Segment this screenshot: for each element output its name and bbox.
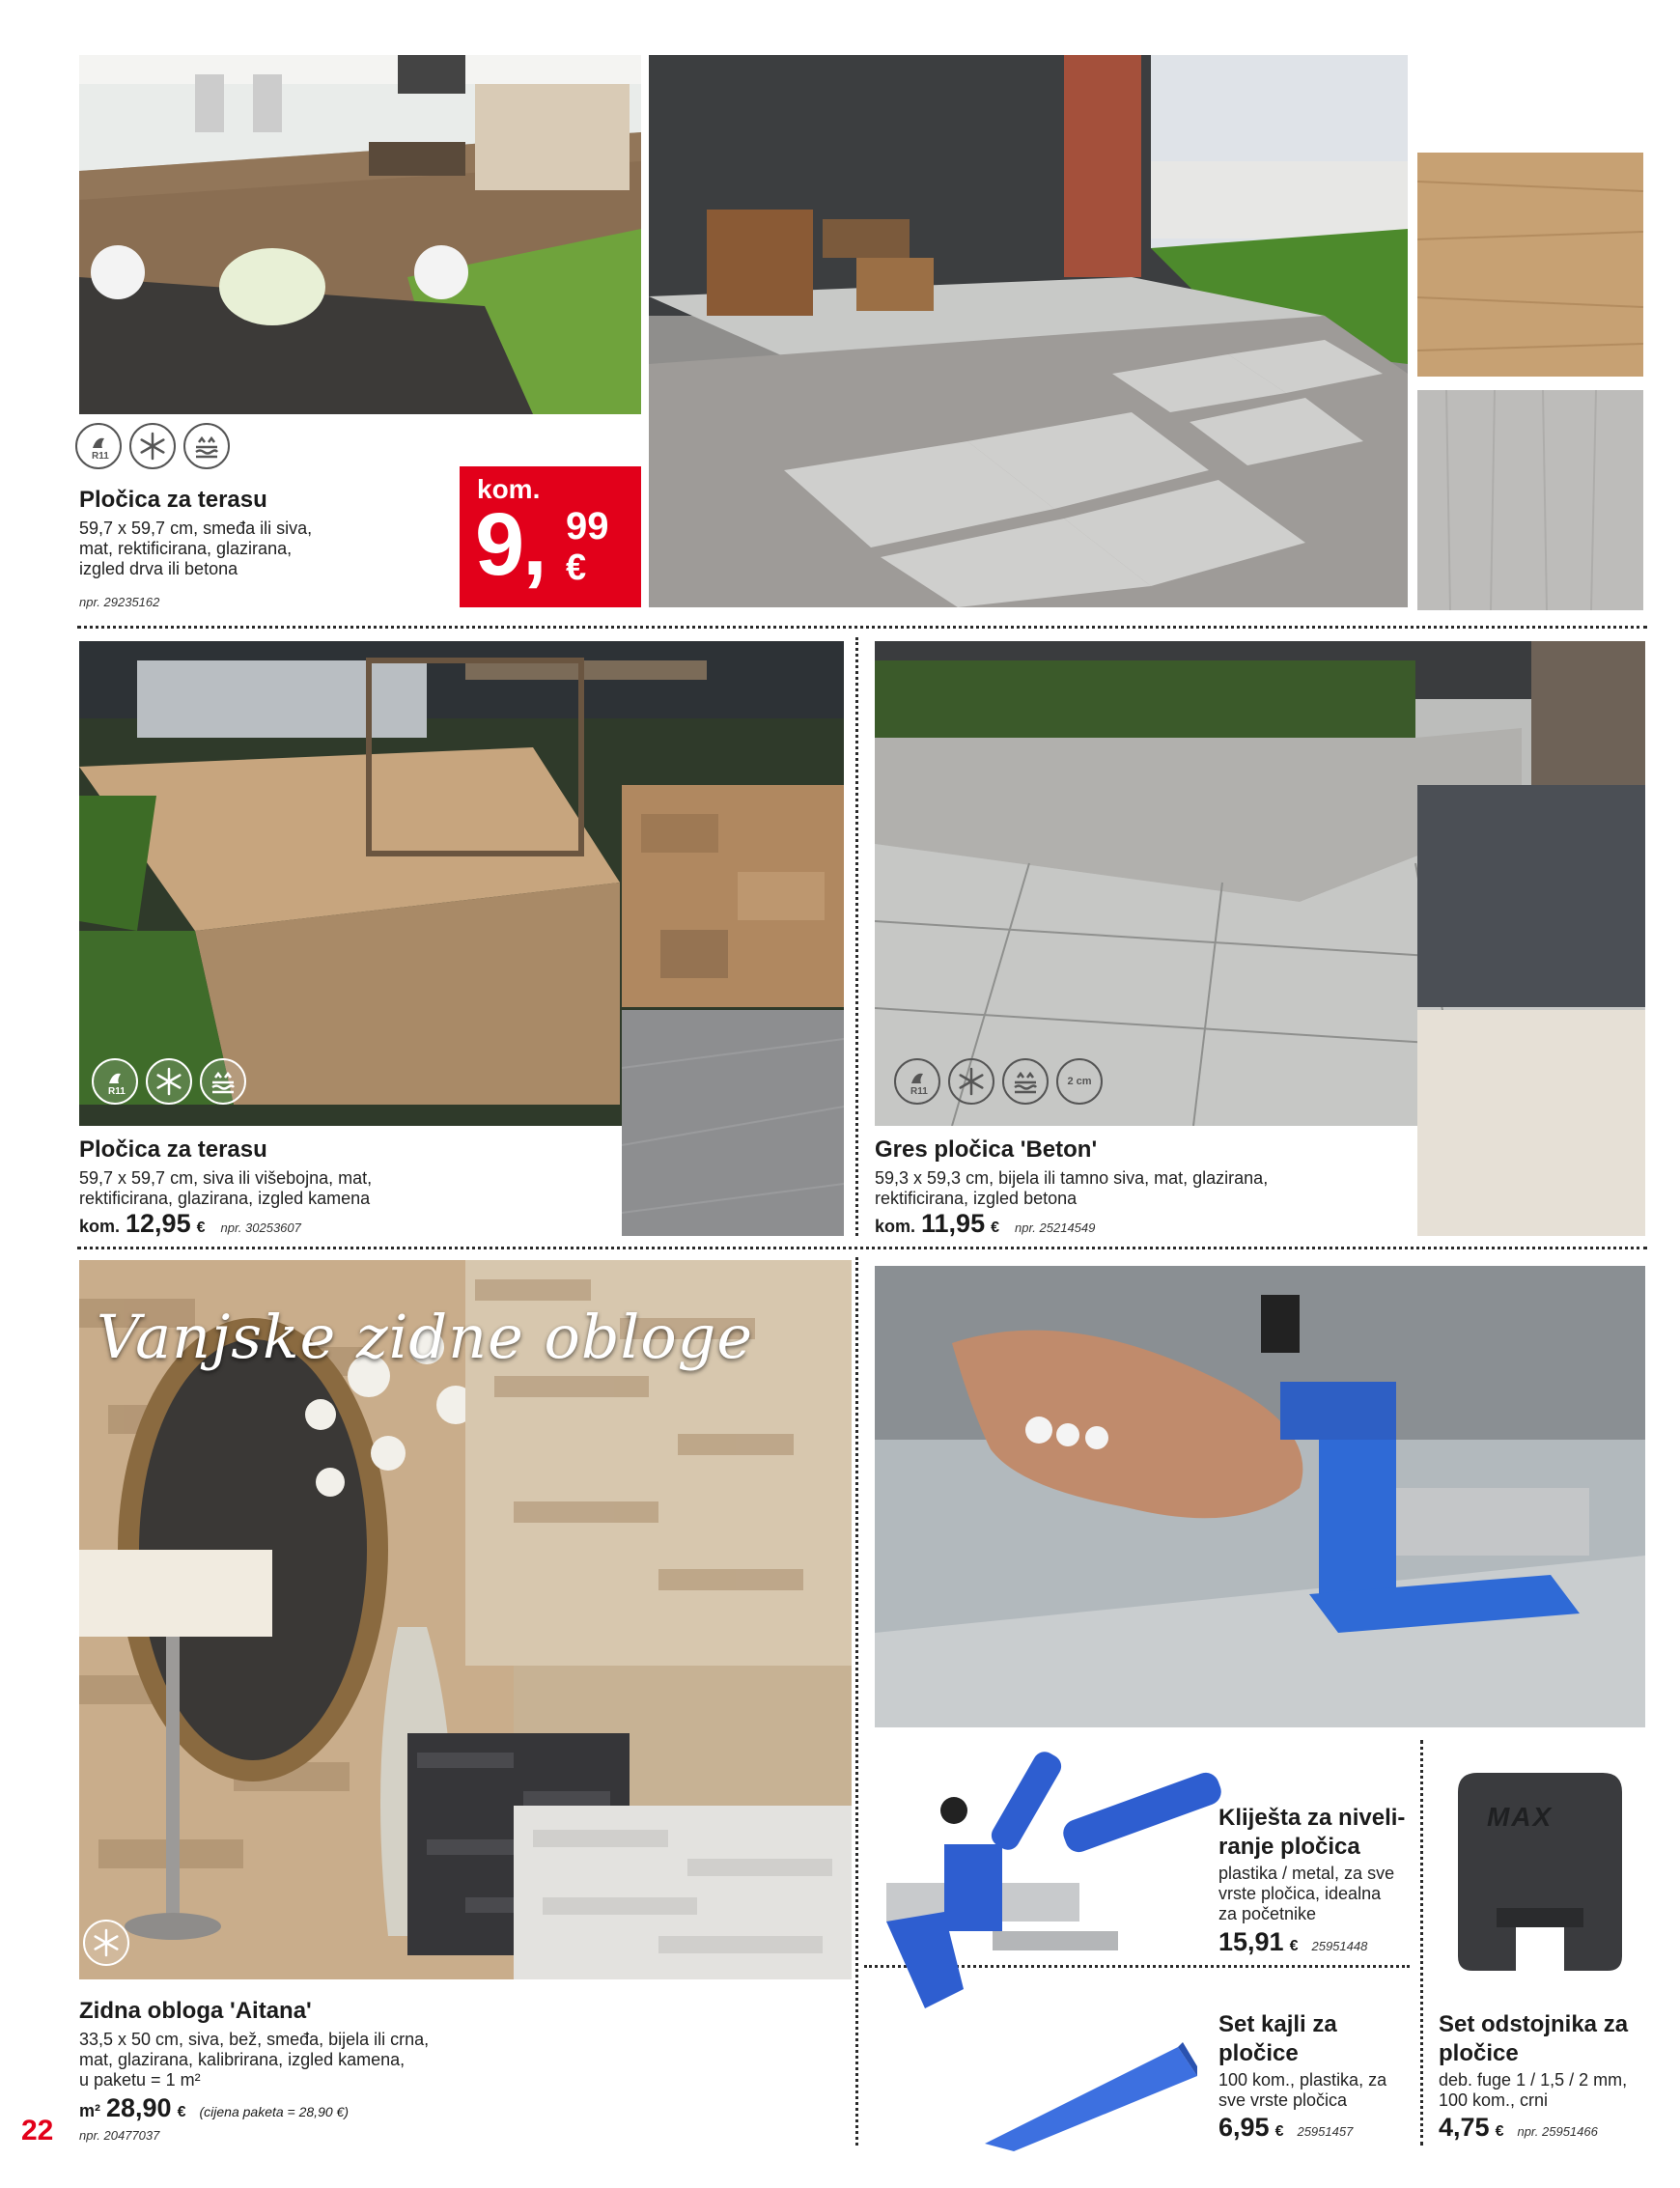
thickness-label: 2 cm [1067, 1076, 1092, 1087]
offer3-title: Gres pločica 'Beton' [875, 1136, 1098, 1163]
offer5-desc-line: vrste pločica, idealna [1218, 1884, 1382, 1903]
offer6-desc [1218, 2070, 1386, 2111]
frost-resistant-icon [83, 1920, 129, 1966]
stone-tile-grey-swatch [622, 1010, 844, 1236]
page-number: 22 [21, 2115, 54, 2146]
offer4-package-note: (cijena paketa = 28,90 €) [199, 2104, 349, 2119]
offer6-desc-line: sve vrste pločica [1218, 2090, 1348, 2110]
r11-slip-icon [75, 423, 122, 469]
wall-cladding-headline: Vanjske zidne obloge [97, 1302, 754, 1372]
badge-price-cents: 99 [566, 505, 609, 547]
floor-heating-icon [200, 1058, 246, 1105]
spacer-brand: MAX [1487, 1802, 1554, 1832]
offer4-price: 28,90 [106, 2093, 172, 2122]
svg-text:R11: R11 [108, 1086, 126, 1097]
divider [77, 626, 1647, 629]
terrace-wood-photo [79, 55, 641, 414]
offer6-article-number: 25951457 [1297, 2124, 1354, 2139]
offer7-title-line: Set odstojnika za [1439, 2011, 1629, 2037]
offer2-desc-line: rektificirana, glazirana, izgled kamena [79, 1189, 371, 1208]
spacer-image [1448, 1763, 1632, 1976]
offer5-price: 15,91 [1218, 1927, 1284, 1956]
divider [77, 1247, 1647, 1249]
stone-tile-multicolor-swatch [622, 785, 844, 1007]
tile-leveling-photo [875, 1266, 1645, 1727]
offer1-desc [79, 519, 312, 579]
offer1-desc-line: mat, rektificirana, glazirana, [79, 539, 293, 558]
offer2-price-unit: kom. [79, 1217, 121, 1236]
offer6-desc-line: 100 kom., plastika, za [1218, 2070, 1387, 2090]
concrete-tile-dark-swatch [1417, 785, 1645, 1007]
offer5-currency: € [1289, 1938, 1299, 1954]
r11-slip-icon [894, 1058, 940, 1105]
divider [855, 637, 858, 1236]
terrace-concrete-photo [649, 55, 1408, 607]
floor-heating-icon [183, 423, 230, 469]
offer2-icons [92, 1058, 246, 1105]
offer4-title: Zidna obloga 'Aitana' [79, 1998, 312, 2024]
offer3-icons [894, 1058, 1103, 1105]
offer3-price-row [875, 1209, 1095, 1239]
offer6-title [1218, 2010, 1337, 2068]
badge-price-integer: 9, [475, 495, 546, 594]
leveling-pliers-image [867, 1738, 1224, 2028]
wedges-image [985, 2028, 1197, 2153]
offer2-price: 12,95 [126, 1209, 191, 1238]
offer5-price-row [1218, 1927, 1367, 1957]
offer6-title-line: Set kajli za [1218, 2011, 1337, 2037]
offer7-price-row [1439, 2113, 1598, 2143]
offer5-title-line: Kliješta za niveli- [1218, 1805, 1406, 1831]
offer7-desc-line: 100 kom., crni [1439, 2090, 1549, 2110]
offer3-price: 11,95 [921, 1209, 986, 1238]
offer6-price-row [1218, 2113, 1353, 2143]
offer7-article-number: npr. 25951466 [1517, 2124, 1598, 2139]
offer5-title [1218, 1804, 1405, 1862]
offer1-icons [75, 423, 230, 469]
offer7-title-line: pločice [1439, 2040, 1519, 2066]
offer4-currency: € [177, 2104, 186, 2120]
price-badge [460, 466, 641, 607]
offer2-desc [79, 1168, 372, 1209]
offer4-desc-line: 33,5 x 50 cm, siva, bež, smeđa, bijela ili crna, [79, 2030, 430, 2049]
frost-resistant-icon [129, 423, 176, 469]
offer4-desc-line: u paketu = 1 m² [79, 2070, 201, 2090]
divider [1420, 1740, 1423, 2146]
offer4-price-row [79, 2093, 349, 2123]
wood-tile-swatch [1417, 153, 1643, 377]
offer3-desc-line: rektificirana, izgled betona [875, 1189, 1078, 1208]
thickness-2cm-icon [1056, 1058, 1103, 1105]
offer6-price: 6,95 [1218, 2113, 1270, 2142]
offer2-article-number: npr. 30253607 [220, 1220, 301, 1235]
offer3-article-number: npr. 25214549 [1015, 1220, 1096, 1235]
offer7-currency: € [1495, 2123, 1504, 2140]
offer2-title: Pločica za terasu [79, 1136, 267, 1163]
frost-resistant-icon [948, 1058, 994, 1105]
r11-slip-icon [92, 1058, 138, 1105]
offer4-article-number: npr. 20477037 [79, 2128, 160, 2143]
offer5-desc-line: za početnike [1218, 1904, 1317, 1923]
badge-unit: kom. [477, 474, 541, 504]
concrete-tile-white-swatch [1417, 1010, 1645, 1236]
offer3-currency: € [991, 1220, 999, 1236]
offer4-price-unit: m² [79, 2101, 100, 2120]
offer3-desc [875, 1168, 1268, 1209]
offer5-title-line: ranje pločica [1218, 1834, 1360, 1860]
offer2-price-row [79, 1209, 301, 1239]
svg-text:R11: R11 [92, 451, 109, 462]
offer7-desc-line: deb. fuge 1 / 1,5 / 2 mm, [1439, 2070, 1628, 2090]
offer1-title: Pločica za terasu [79, 487, 267, 513]
offer2-currency: € [196, 1220, 206, 1236]
offer1-desc-line: izgled drva ili betona [79, 559, 238, 578]
floor-heating-icon [1002, 1058, 1049, 1105]
grey-tile-swatch [1417, 390, 1643, 610]
offer5-desc [1218, 1864, 1394, 1924]
badge-currency: € [566, 547, 587, 588]
offer5-desc-line: plastika / metal, za sve [1218, 1864, 1395, 1883]
offer6-currency: € [1274, 2123, 1284, 2140]
svg-text:R11: R11 [910, 1086, 928, 1097]
offer6-title-line: pločice [1218, 2040, 1299, 2066]
frost-resistant-icon [146, 1058, 192, 1105]
offer5-article-number: 25951448 [1311, 1939, 1368, 1953]
offer7-title [1439, 2010, 1628, 2068]
offer4-desc-line: mat, glazirana, kalibrirana, izgled kamena, [79, 2050, 406, 2069]
offer1-desc-line: 59,7 x 59,7 cm, smeđa ili siva, [79, 519, 313, 538]
offer3-desc-line: 59,3 x 59,3 cm, bijela ili tamno siva, mat, glazirana, [875, 1168, 1269, 1188]
offer2-desc-line: 59,7 x 59,7 cm, siva ili višebojna, mat, [79, 1168, 373, 1188]
offer1-article-number: npr. 29235162 [79, 595, 160, 609]
offer4-desc [79, 2030, 429, 2090]
offer7-desc [1439, 2070, 1627, 2111]
offer3-price-unit: kom. [875, 1217, 916, 1236]
divider [855, 1257, 858, 2146]
offer7-price: 4,75 [1439, 2113, 1490, 2142]
